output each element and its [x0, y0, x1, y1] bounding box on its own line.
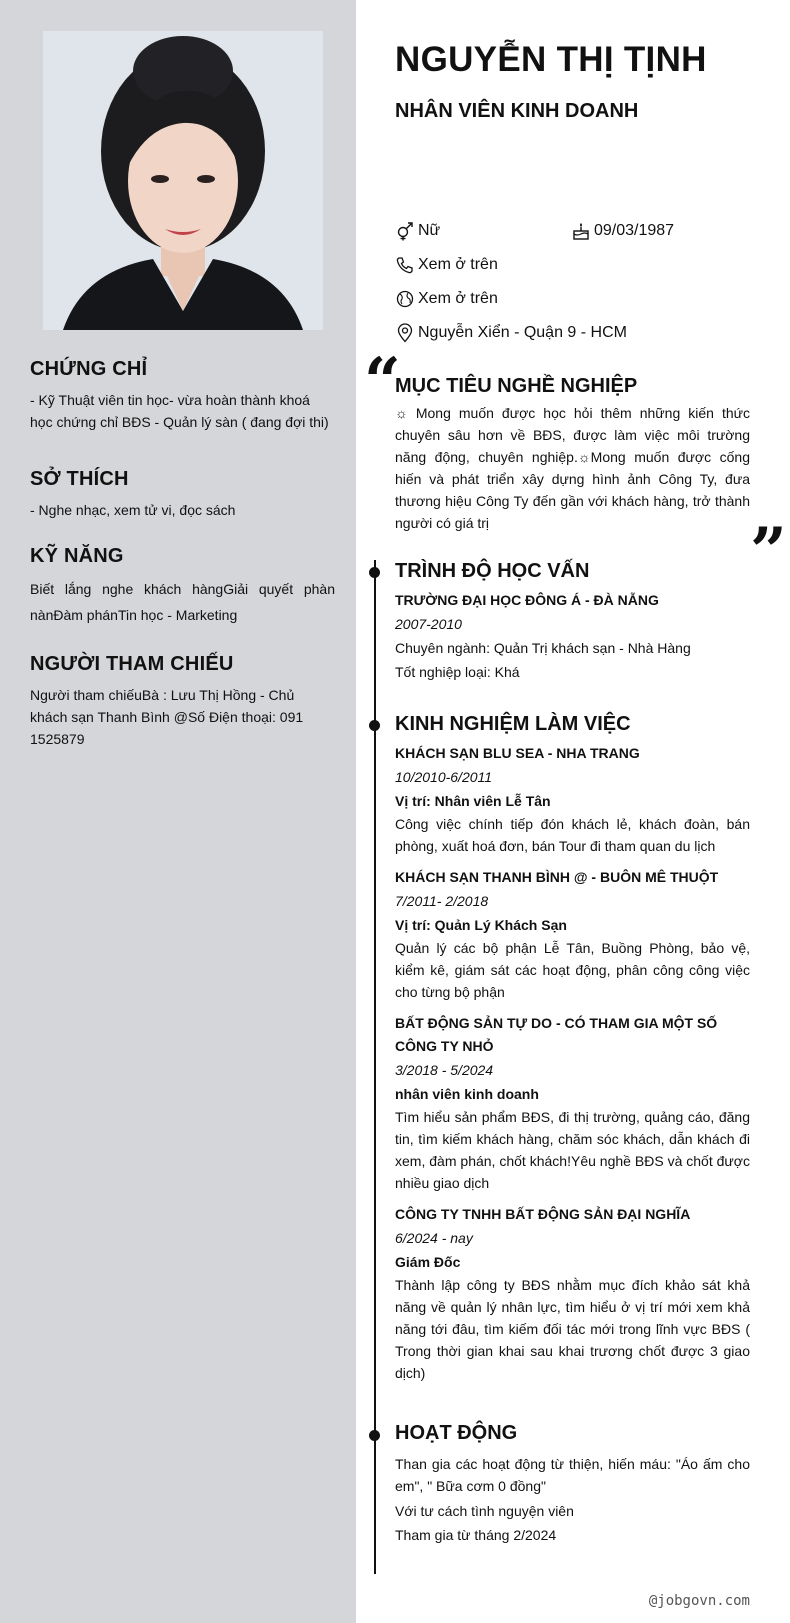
job-company: KHÁCH SẠN THANH BÌNH @ - BUÔN MÊ THUỘT: [395, 869, 719, 885]
job-description: Công việc chính tiếp đón khách lẻ, khách đoàn, bán phòng, xuất hoá đơn, bán Tour đi tham quan du lịch: [395, 816, 750, 854]
gender-value: Nữ: [418, 222, 441, 239]
job-role: Vị trí: Nhân viên Lễ Tân: [395, 793, 551, 809]
watermark: @jobgovn.com: [648, 1593, 750, 1609]
education-period: 2007-2010: [395, 616, 462, 632]
certificates-section: [30, 358, 335, 433]
profile-photo: [43, 31, 323, 330]
job-role: Giám Đốc: [395, 1254, 461, 1270]
gender-icon: [395, 221, 415, 241]
job-description: Quản lý các bộ phận Lễ Tân, Buồng Phòng, bảo vệ, kiểm kê, giám sát các hoạt động, phân công công việc cho từng bộ phận: [395, 940, 750, 1000]
job-entry: [395, 1203, 750, 1384]
objective-title: MỤC TIÊU NGHỀ NGHIỆP: [395, 375, 638, 397]
birthday-value: 09/03/1987: [594, 222, 675, 239]
close-quote-icon: ”: [750, 514, 787, 589]
objective-section: [395, 375, 750, 534]
activities-line: Với tư cách tình nguyện viên: [395, 1503, 574, 1519]
skills-section: [30, 545, 335, 628]
references-title: NGƯỜI THAM CHIẾU: [30, 653, 234, 675]
job-role: nhân viên kinh doanh: [395, 1086, 539, 1102]
job-company: CÔNG TY TNHH BẤT ĐỘNG SẢN ĐẠI NGHĨA: [395, 1206, 691, 1222]
website-row: [395, 289, 498, 309]
timeline-dot: [369, 720, 380, 731]
sidebar: [0, 0, 356, 1623]
references-section: [30, 653, 335, 750]
school-name: TRƯỜNG ĐẠI HỌC ĐÔNG Á - ĐÀ NẴNG: [395, 592, 659, 608]
job-period: 10/2010-6/2011: [395, 769, 493, 785]
job-description: Thành lập công ty BĐS nhằm mục đích khảo sát khả năng về quản lý nhân lực, tìm hiểu ở vị trí mới xem khả năng tới đâu, tìm kiếm đối tác mới trong lĩnh vực BĐS ( Trong thời gian khai sau khai trương chốt được 3 giao dịch): [395, 1277, 750, 1381]
candidate-title: NHÂN VIÊN KINH DOANH: [395, 100, 639, 122]
skills-title: KỸ NĂNG: [30, 545, 124, 567]
job-period: 3/2018 - 5/2024: [395, 1062, 494, 1078]
education-major: Chuyên ngành: Quản Trị khách sạn - Nhà Hàng: [395, 640, 691, 656]
activities-line: Than gia các hoạt động từ thiện, hiến máu: "Áo ấm cho em", " Bữa cơm 0 đồng": [395, 1456, 750, 1494]
phone-value[interactable]: Xem ở trên: [418, 256, 498, 273]
certificates-title: CHỨNG CHỈ: [30, 358, 148, 380]
job-entry: [395, 1012, 750, 1194]
activities-title: HOẠT ĐỘNG: [395, 1422, 518, 1444]
experience-section: [395, 713, 750, 1393]
job-period: 7/2011- 2/2018: [395, 893, 489, 909]
education-title: TRÌNH ĐỘ HỌC VẤN: [395, 560, 590, 582]
education-grade: Tốt nghiệp loại: Khá: [395, 664, 520, 680]
hobbies-text: - Nghe nhạc, xem tử vi, đọc sách: [30, 502, 236, 518]
profile-photo-illustration: [43, 31, 323, 330]
job-role: Vị trí: Quản Lý Khách Sạn: [395, 917, 567, 933]
cake-icon: [571, 221, 591, 241]
experience-title: KINH NGHIỆM LÀM VIỆC: [395, 713, 631, 735]
objective-text: ☼ Mong muốn được học hỏi thêm những kiến thức chuyên sâu hơn về BĐS, được làm việc môi trường năng động, chuyên nghiệp.☼Mong muốn được cống hiến và phát triển xây dựng hình ảnh Công Ty, đưa thương hiệu Công Ty đến gần với khách hàng, trở thành người có giá trị: [395, 405, 750, 531]
main-content: [356, 0, 790, 1623]
job-entry: [395, 742, 750, 857]
job-company: KHÁCH SẠN BLU SEA - NHA TRANG: [395, 745, 640, 761]
address-row: [395, 323, 627, 343]
activities-line: Tham gia từ tháng 2/2024: [395, 1527, 557, 1543]
certificates-text: - Kỹ Thuật viên tin học- vừa hoàn thành khoá học chứng chỉ BĐS - Quản lý sàn ( đang đợi thi): [30, 392, 329, 430]
phone-row: [395, 255, 498, 275]
references-text: Người tham chiếuBà : Lưu Thị Hồng - Chủ khách sạn Thanh Bình @Số Điện thoại: 091 1525879: [30, 687, 304, 747]
timeline-dot: [369, 1430, 380, 1441]
education-section: [395, 560, 750, 684]
timeline-dot: [369, 567, 380, 578]
job-entry: [395, 866, 750, 1003]
job-company: BẤT ĐỘNG SẢN TỰ DO - CÓ THAM GIA MỘT SỐ CÔNG TY NHỎ: [395, 1015, 718, 1054]
gender-row: [395, 221, 440, 241]
birthday-row: [571, 221, 674, 241]
hobbies-section: [30, 468, 335, 521]
candidate-name: NGUYỄN THỊ TỊNH: [395, 40, 707, 79]
address-value: Nguyễn Xiển - Quận 9 - HCM: [418, 324, 627, 341]
activities-section: [395, 1422, 750, 1547]
location-pin-icon: [395, 323, 415, 343]
job-description: Tìm hiểu sản phẩm BĐS, đi thị trường, quảng cáo, đăng tin, tìm kiếm khách hàng, chăm sóc khách, dẫn khách đi xem, đàm phán, chốt khách!Yêu nghề BĐS và chốt được nhiều giao dịch: [395, 1109, 750, 1191]
website-value[interactable]: Xem ở trên: [418, 290, 498, 307]
timeline-line: [374, 560, 376, 1574]
phone-icon: [395, 255, 415, 275]
job-period: 6/2024 - nay: [395, 1230, 473, 1246]
globe-icon: [395, 289, 415, 309]
open-quote-icon: “: [364, 344, 401, 419]
hobbies-title: SỞ THÍCH: [30, 468, 129, 490]
skills-text: Biết lắng nghe khách hàngGiải quyết phàn nànĐàm phánTin học - Marketing: [30, 581, 335, 623]
